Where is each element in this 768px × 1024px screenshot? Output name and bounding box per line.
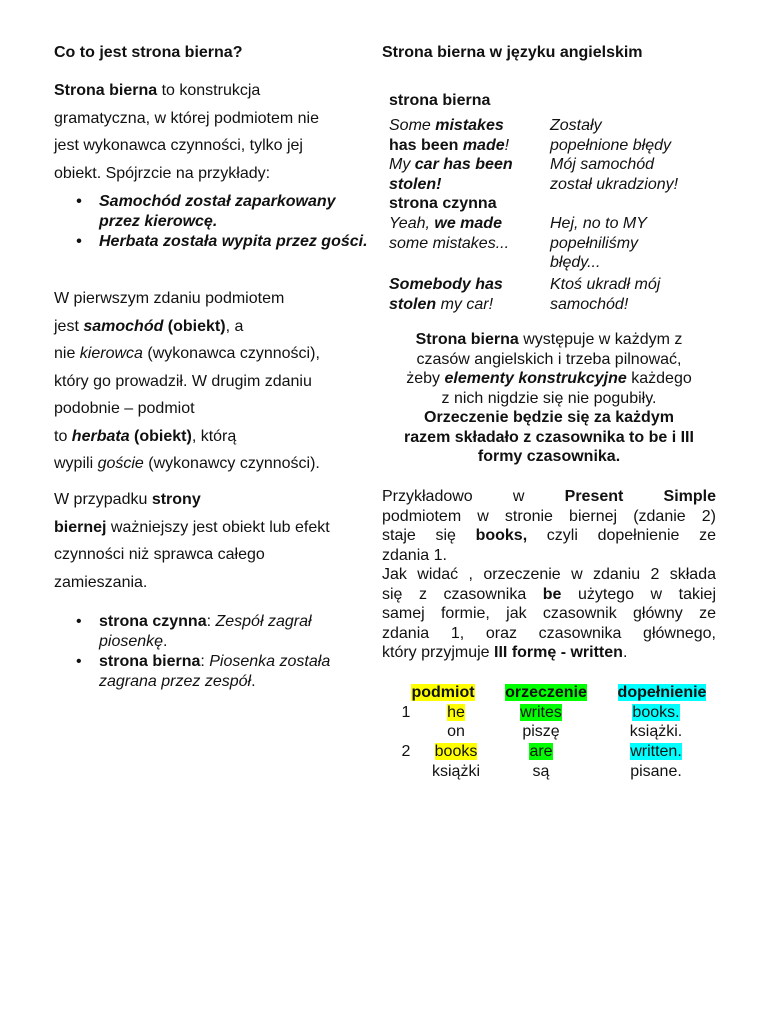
row-number: 2 [401,743,411,760]
table-row-subject: books [434,743,478,760]
table-row-translation: Ktoś ukradł mój samochód! [550,276,661,313]
table-row: Somebody has stolen my car! [389,276,503,313]
right-section-title: Strona bierna w języku angielskim [382,44,643,61]
table-row: My car has been stolen! [389,156,513,193]
intro-paragraph: Strona bierna to konstrukcja gramatyczna, w której podmiotem nie jest wykonawca czynności, tylko jej obiekt. Spójrzcie na przykłady: [54,82,319,182]
explanation-paragraph: W pierwszym zdaniu podmiotem jest samochód (obiekt), a nie kierowca (wykonawca czynności), który go prowadził. W drugim zdaniu podobnie – podmiot to herbata (obiekt), którą wypili goście (wykonawcy czynności). [54,290,320,472]
table-row-verb: are [529,743,553,760]
example-item: • Samochód został zaparkowany przez kierowcę. [99,192,372,232]
voice-list [54,612,372,692]
table-row-object: books. [632,704,680,721]
voice-item-active: • strona czynna: Zespół zagrał piosenkę. [99,612,372,652]
table-row-translation: Mój samochód został ukradziony! [550,156,679,193]
table-row-verb: są [532,763,550,780]
table-row: Some mistakes has been made! [389,117,510,154]
table-row-translation: Zostały popełnione błędy [550,117,671,154]
example-paragraph: Przykładowo w Present Simple podmiotem w stronie biernej (zdanie 2) staje się books, czyli dopełnienie ze zdania 1. Jak widać , orzeczenie w zdaniu 2 składa się z czasownika be użytego w takiej samej formie, jak czasownik główny ze zdania 1, oraz czasownika głównego, który przyjmuje III formę - written. [382,488,716,661]
row-number: 1 [401,704,411,721]
rule-paragraph: Strona bierna występuje w każdym z czasów angielskich i trzeba pilnować, żeby elementy konstrukcyjne każdego z nich nigdzie się nie pogubiły. Orzeczenie będzie się za każdym razem składało z czasownika to be i III formy czasownika. [404,331,694,465]
table-row-subject: on [447,723,465,740]
importance-paragraph: W przypadku strony biernej ważniejszy jest obiekt lub efekt czynności niż sprawca całego zamieszania. [54,491,330,591]
table-heading-passive: strona bierna [389,92,491,109]
left-section-title: Co to jest strona bierna? [54,44,243,61]
table-row-subject: he [447,704,465,721]
header-object: dopełnienie [617,684,707,701]
example-item: • Herbata została wypita przez gości. [99,232,372,252]
table-row-object: książki. [629,723,683,740]
table-row-verb: piszę [522,723,560,740]
table-row-verb: writes [520,704,562,721]
header-subject: podmiot [411,684,475,701]
table-row-subject: książki [431,763,480,780]
table-row-translation: Hej, no to MY popełniliśmy błędy... [550,215,647,271]
table-row-object: pisane. [630,763,682,780]
table-row: Yeah, we made some mistakes... [389,215,510,252]
table-row-object: written. [630,743,682,760]
header-verb: orzeczenie [505,684,587,701]
example-list [54,192,372,252]
voice-item-passive: • strona bierna: Piosenka została zagrana przez zespół. [99,652,372,692]
table-heading-active: strona czynna [389,195,497,212]
